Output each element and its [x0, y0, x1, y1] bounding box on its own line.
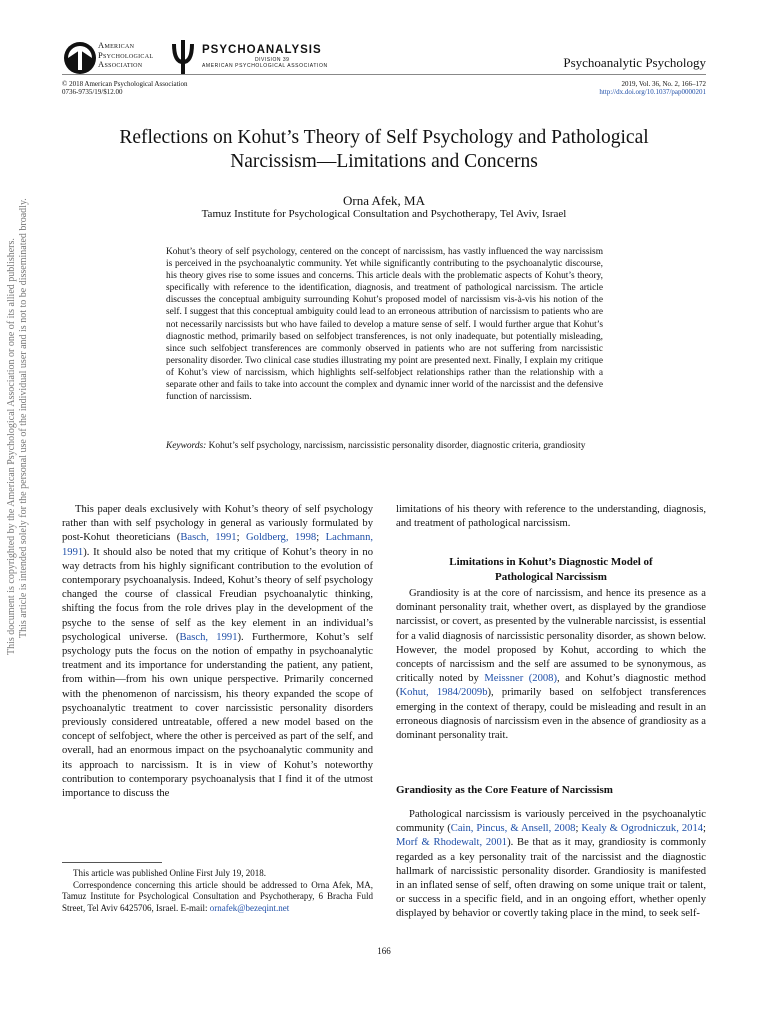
cite-link[interactable]: Lachmann, 1991: [62, 532, 374, 558]
text-run: This paper deals exclusively with Kohut’s theory of self psychology rather than with self psychology in general as variously formulated by post-Kohut theoreticians (: [62, 504, 373, 544]
text-run: ). Be that as it may, grandiosity is commonly regarded as a key personality trait of the narcissist and the diagnostic hallmark of narcissistic personality disorder. Grandiosity is manifested in an inflated sense of self, often drawing on some unique trait or talent, or success in a specific field, and in an ongoing effort, whether openly displayed by behavior or covertly taking place in the mind, to seek self-: [396, 837, 706, 920]
section-heading: [396, 555, 706, 584]
apa-logo-icon: [62, 40, 98, 76]
body-paragraph: Pathological narcissism is variously perceived in the psychoanalytic community (Cain, Pincus, & Ansell, 2008; Kealy & Ogrodniczuk, 2014; Morf & Rhodewalt, 2001). Be that as it may, grandiosity is commonly regarded as a key personality trait of the narcissist and the diagnostic hallmark of narcissistic personality disorder. Grandiosity is manifested in an inflated sense of self, often drawing on some unique trait or talent, or success in a specific field, and in an ongoing effort, whether openly displayed by behavior or covertly taking place in the mind, to seek self-: [396, 809, 706, 920]
author-affiliation: Tamuz Institute for Psychological Consultation and Psychotherapy, Tel Aviv, Israel: [201, 208, 567, 220]
author-name: Orna Afek, MA: [343, 193, 425, 208]
citation-line: 2019, Vol. 36, No. 2, 166–172: [621, 80, 706, 88]
division-label: DIVISION 39: [255, 57, 290, 63]
cite-link[interactable]: Basch, 1991: [180, 532, 237, 544]
page-number: 166: [377, 946, 391, 956]
cite-link[interactable]: Morf & Rhodewalt, 2001: [396, 837, 508, 849]
cite-link[interactable]: Basch, 1991: [179, 631, 238, 643]
side-usage-notice: This article is intended solely for the personal use of the individual user and is not to be disseminated broadly.: [18, 198, 29, 638]
copyright-line: © 2018 American Psychological Association: [62, 80, 188, 88]
text-run: ), primarily based on selfobject transferences emerging in the context of therapy, could be misleading and result in an erroneous diagnosis of narcissism even in the absence of grandiosity as a dominant personality trait.: [396, 687, 706, 742]
side-copyright-notice: This document is copyrighted by the American Psychological Association or one of its allied publishers.: [6, 238, 17, 655]
issn-line: 0736-9735/19/$12.00: [62, 88, 123, 96]
apa-logo-text: [98, 41, 153, 70]
text-run: , and Kohut’s diagnostic method (: [396, 673, 706, 699]
text-run: ). Furthermore, Kohut’s self psychology puts the focus on the notion of empathy in psychoanalytic treatment and its importance for understanding the patient, any patient, from within—from his own unique perspective. Primarily concerned with the phenomenon of narcissism, his theory expanded the scope of psychoanalytic treatment to cover narcissistic personality disorders previously considered untreatable, offered a new model based on the concept of selfobject, where the other is perceived as part of the self, and overall, had an enormous impact on the psychoanalytic community and its approach to narcissism. It is in view of Kohut’s noteworthy contribution to contemporary psychoanalysis that I find it of the utmost importance to discuss the: [62, 631, 373, 800]
heading-line1: Limitations in Kohut’s Diagnostic Model of: [449, 556, 653, 568]
cite-link[interactable]: Kealy & Ogrodniczuk, 2014: [581, 823, 704, 835]
apa-logo-line1: American: [98, 40, 135, 50]
cite-link[interactable]: Cain, Pincus, & Ansell, 2008: [450, 823, 576, 835]
journal-name: Psychoanalytic Psychology: [563, 55, 706, 70]
psi-icon: [170, 38, 196, 76]
continued-paragraph: limitations of his theory with reference to the understanding, diagnosis, and treatment of pathological narcissism.: [396, 504, 706, 530]
subsection-heading: Grandiosity as the Core Feature of Narcissism: [396, 784, 613, 796]
keywords-label: Keywords:: [166, 441, 207, 451]
email-link[interactable]: ornafek@bezeqint.net: [209, 902, 290, 913]
keywords-list: Kohut’s self psychology, narcissism, narcissistic personality disorder, diagnostic criteria, grandiosity: [208, 441, 586, 451]
header-rule: [62, 74, 706, 75]
division-org: AMERICAN PSYCHOLOGICAL ASSOCIATION: [202, 63, 328, 69]
cite-link[interactable]: Kohut, 1984/2009b: [399, 687, 488, 699]
cite-link[interactable]: Meissner (2008): [484, 673, 558, 685]
apa-logo-line2: Psychological: [98, 49, 154, 60]
text-run: ). It should also be noted that my critique of Kohut’s theory in no way detracts from his highly significant contribution to the evolution of contemporary psychoanalysis. Indeed, Kohut’s theory of self psychology changed the course of classical Freudian psychoanalytic thinking, shifting the focus from the role drives play in the development of the psyche to the sense of self as the key element in an individual’s psychological universe. (: [62, 546, 373, 643]
footnote: [62, 868, 373, 914]
heading-line2: Pathological Narcissism: [495, 570, 607, 583]
copyright-block: [62, 80, 187, 96]
abstract: Kohut’s theory of self psychology, centered on the concept of narcissism, has vastly influenced the way narcissism is perceived in the psychoanalytic community. Yet while significantly contributing to the psychoanalytic discourse, his theory gives rise to some issues and concerns. This article deals with the problematic aspects of Kohut’s theory, specifically with reference to the identification, diagnosis, and treatment of pathological narcissism. The article discusses the conceptual ambiguity surrounding Kohut’s proposed model of narcissism vis-à-vis his notion of the self. I suggest that this conceptual ambiguity could lead to an erroneous attribution of narcissism to patients who are not necessarily narcissists but who have failed to develop a mature sense of self. I would further argue that Kohut’s diagnostic method, primarily based on selfobject transferences, is not only inadequate, but potentially misleading, since such selfobject transferences are commonly observed in patients who are not suffering from narcissistic personality disorder. Two clinical case studies illustrating my point are presented next. Finally, I explain my critique of Kohut’s view of narcissism, which highlights self-selfobject relationships rather than the relationship with a separate other and fails to take into account the complex and dynamic inner world of the narcissist and the defensive function of narcissism.: [166, 247, 603, 403]
body-paragraph: [396, 587, 706, 743]
citation-block: [599, 80, 706, 96]
cite-link[interactable]: Goldberg, 1998: [246, 532, 317, 544]
text-run: Correspondence concerning this article should be addressed to Orna Afek, MA, Tamuz Institute for Psychological Consultation and Psychotherapy, 6 Bracha Fuld Street, Tel Aviv 6425706, Israel. E-mail:: [62, 879, 373, 913]
keywords: [166, 440, 603, 452]
text-run: Pathological narcissism is variously perceived in the psychoanalytic community (: [396, 809, 706, 835]
division-title: PSYCHOANALYSIS: [202, 44, 322, 56]
doi-link[interactable]: http://dx.doi.org/10.1037/pap0000201: [599, 88, 706, 96]
footnote-published: This article was published Online First July 19, 2018.: [73, 868, 266, 878]
apa-logo-line3: Association: [98, 59, 143, 69]
article-title: [62, 126, 706, 174]
footnote-rule: [62, 862, 162, 863]
intro-paragraph: This paper deals exclusively with Kohut’s theory of self psychology rather than with self psychology in general as variously formulated by post-Kohut theoreticians (Basch, 1991; Goldberg, 1998; Lachmann, 1991). It should also be noted that my critique of Kohut’s theory in no way detracts from his highly significant contribution to the evolution of contemporary psychoanalysis. Indeed, Kohut’s theory of self psychology changed the course of classical Freudian psychoanalytic thinking, shifting the focus from the role drives play in the development of the psyche to the sense of self as the key element in an individual’s psychological universe. (Basch, 1991). Furthermore, Kohut’s self psychology puts the focus on the notion of empathy in psychoanalytic treatment and its importance for understanding the patient, any patient, from within—from his own unique perspective. Primarily concerned with the phenomenon of narcissism, his theory expanded the scope of psychoanalytic treatment to cover narcissistic personality disorders previously considered untreatable, offered a new model based on the concept of selfobject, where the other is perceived as part of the self, and overall, had an enormous impact on the psychoanalytic community and its approach to narcissism. It is in view of Kohut’s noteworthy contribution to contemporary psychoanalysis that I find it of the utmost importance to discuss the: [62, 504, 374, 800]
title-line1: Reflections on Kohut’s Theory of Self Psychology and Pathological: [119, 127, 649, 148]
title-line2: Narcissism—Limitations and Concerns: [230, 151, 538, 172]
text-run: Grandiosity is at the core of narcissism, and hence its presence as a dominant personality trait, whether overt, as displayed by the grandiose narcissist, or covert, as presented by the vulnerable narcissist, is essential for a valid diagnosis of narcissistic personality disorder, as shown below. However, the model proposed by Kohut, according to which the concepts of narcissism and the self are assumed to be synonymous, as critically noted by: [396, 588, 706, 685]
footnote-correspondence: [62, 880, 373, 915]
